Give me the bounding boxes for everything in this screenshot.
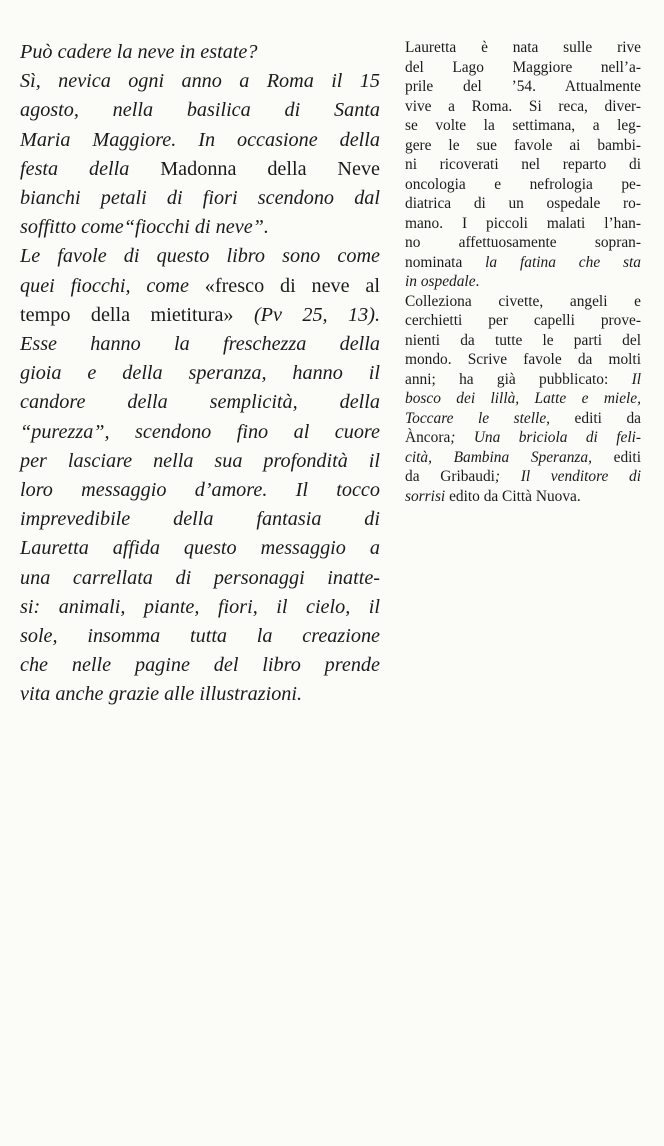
text-segment: gere le sue favole ai bambi- bbox=[405, 136, 641, 154]
text-line bbox=[405, 350, 641, 370]
text-segment: che nelle pagine del libro prende bbox=[20, 654, 380, 677]
text-segment: Lauretta affida questo messaggio a bbox=[20, 537, 380, 560]
text-line bbox=[405, 370, 641, 390]
text-segment: «fresco di neve al bbox=[204, 274, 380, 297]
text-line bbox=[20, 67, 380, 96]
text-line bbox=[20, 184, 380, 213]
text-line bbox=[20, 505, 380, 534]
text-segment: candore della semplicità, della bbox=[20, 391, 380, 414]
text-segment: loro messaggio d’amore. Il tocco bbox=[20, 479, 380, 502]
text-line bbox=[20, 651, 380, 680]
text-segment: Lauretta è nata sulle rive bbox=[405, 39, 641, 56]
text-segment: editi da bbox=[550, 409, 641, 427]
text-segment: in ospedale bbox=[405, 273, 476, 290]
book-description-column bbox=[20, 38, 380, 710]
text-line bbox=[20, 330, 380, 359]
text-line bbox=[405, 233, 641, 253]
text-segment: vive a Roma. Si reca, diver- bbox=[405, 97, 641, 115]
text-segment: edito da Città Nuova. bbox=[445, 487, 581, 505]
text-segment: nienti da tutte le parti del bbox=[405, 331, 641, 349]
text-line bbox=[405, 175, 641, 195]
text-line bbox=[20, 359, 380, 388]
text-line bbox=[20, 96, 380, 125]
text-segment: una carrellata di personaggi inatte- bbox=[20, 566, 380, 589]
text-segment: prile del ’54. Attualmente bbox=[405, 78, 641, 95]
text-line bbox=[20, 564, 380, 593]
text-line bbox=[405, 97, 641, 117]
text-segment: per lasciare nella sua profondità il bbox=[20, 449, 380, 472]
text-segment: Le favole di questo libro sono come bbox=[20, 245, 380, 268]
text-line bbox=[20, 301, 380, 330]
text-segment: (Pv 25, 13). bbox=[253, 303, 380, 326]
text-segment: la fatina che sta bbox=[485, 253, 641, 271]
text-line bbox=[20, 622, 380, 651]
text-line bbox=[20, 476, 380, 505]
text-line bbox=[405, 448, 641, 468]
text-line bbox=[20, 242, 380, 271]
text-line bbox=[405, 194, 641, 214]
text-segment: ; Il venditore di bbox=[494, 468, 641, 485]
text-line bbox=[20, 418, 380, 447]
text-line bbox=[405, 253, 641, 273]
text-line bbox=[405, 487, 641, 507]
text-line bbox=[405, 77, 641, 97]
text-line bbox=[20, 593, 380, 622]
text-segment: anni; ha già pubblicato: bbox=[405, 370, 632, 388]
author-bio-column bbox=[405, 38, 641, 506]
text-segment: cerchietti per capelli prove- bbox=[405, 312, 641, 329]
text-line bbox=[20, 388, 380, 417]
text-segment: Il bbox=[631, 370, 641, 388]
text-segment: tempo della mietitura» bbox=[20, 303, 254, 326]
text-line bbox=[405, 136, 641, 156]
text-segment: agosto, nella basilica di Santa bbox=[20, 99, 380, 122]
text-line bbox=[20, 213, 380, 242]
text-line bbox=[20, 534, 380, 563]
text-segment: del Lago Maggiore nell’a- bbox=[405, 58, 641, 76]
text-line bbox=[405, 155, 641, 175]
text-segment: Sì, nevica ogni anno a Roma il 15 bbox=[20, 70, 380, 93]
text-line bbox=[405, 311, 641, 331]
text-segment: sorrisi bbox=[405, 487, 446, 505]
text-line bbox=[405, 467, 641, 487]
text-segment: diatrica di un ospedale ro- bbox=[405, 195, 641, 212]
text-segment: gioia e della speranza, hanno il bbox=[20, 362, 380, 385]
text-segment: Esse hanno la freschezza della bbox=[20, 333, 380, 356]
text-segment: Colleziona civette, angeli e bbox=[405, 292, 641, 310]
text-segment: quei fiocchi, come bbox=[20, 274, 205, 297]
text-segment: imprevedibile della fantasia di bbox=[20, 508, 380, 531]
text-segment: soffitto come“fiocchi di neve”. bbox=[20, 216, 269, 239]
text-segment: “purezza”, scendono fino al cuore bbox=[20, 420, 380, 443]
text-segment: cità, Bambina Speranza, bbox=[405, 448, 592, 466]
text-line bbox=[405, 292, 641, 312]
text-segment: Madonna della Neve bbox=[160, 157, 380, 180]
text-segment: Maria Maggiore. In occasione della bbox=[20, 128, 380, 151]
text-line bbox=[405, 214, 641, 234]
text-line bbox=[405, 409, 641, 429]
text-segment: ni ricoverati nel reparto di bbox=[405, 156, 641, 173]
text-line bbox=[20, 38, 380, 67]
text-line bbox=[405, 58, 641, 78]
text-line bbox=[20, 126, 380, 155]
text-segment: sole, insomma tutta la creazione bbox=[20, 625, 380, 648]
text-line bbox=[20, 155, 380, 184]
text-segment: da Gribaudi bbox=[405, 468, 495, 485]
text-line bbox=[405, 116, 641, 136]
text-segment: Toccare le stelle, bbox=[405, 409, 550, 427]
text-segment: se volte la settimana, a leg- bbox=[405, 117, 641, 134]
text-segment: oncologia e nefrologia pe- bbox=[405, 175, 641, 193]
text-segment: bianchi petali di fiori scendono dal bbox=[20, 187, 380, 210]
text-segment: Può cadere la neve in estate? bbox=[20, 41, 258, 63]
text-segment: no affettuosamente sopran- bbox=[405, 234, 641, 251]
text-segment: vita anche grazie alle illustrazioni. bbox=[20, 683, 303, 706]
text-segment: mano. I piccoli malati l’han- bbox=[405, 214, 641, 232]
text-segment: nominata bbox=[405, 253, 486, 271]
text-segment: editi bbox=[591, 448, 641, 466]
text-segment: Àncora bbox=[405, 429, 451, 446]
text-line bbox=[20, 272, 380, 301]
text-segment: . bbox=[475, 273, 480, 290]
text-line bbox=[405, 389, 641, 409]
text-line bbox=[405, 428, 641, 448]
text-segment: bosco dei lillà, Latte e miele, bbox=[405, 390, 641, 407]
text-line bbox=[405, 272, 641, 292]
text-line bbox=[20, 680, 380, 709]
text-segment: mondo. Scrive favole da molti bbox=[405, 351, 641, 368]
text-line bbox=[405, 331, 641, 351]
text-line bbox=[20, 447, 380, 476]
text-line bbox=[405, 38, 641, 58]
text-segment: si: animali, piante, fiori, il cielo, il bbox=[20, 595, 380, 618]
text-segment: ; Una briciola di feli- bbox=[450, 429, 641, 446]
text-segment: festa della bbox=[20, 157, 161, 180]
